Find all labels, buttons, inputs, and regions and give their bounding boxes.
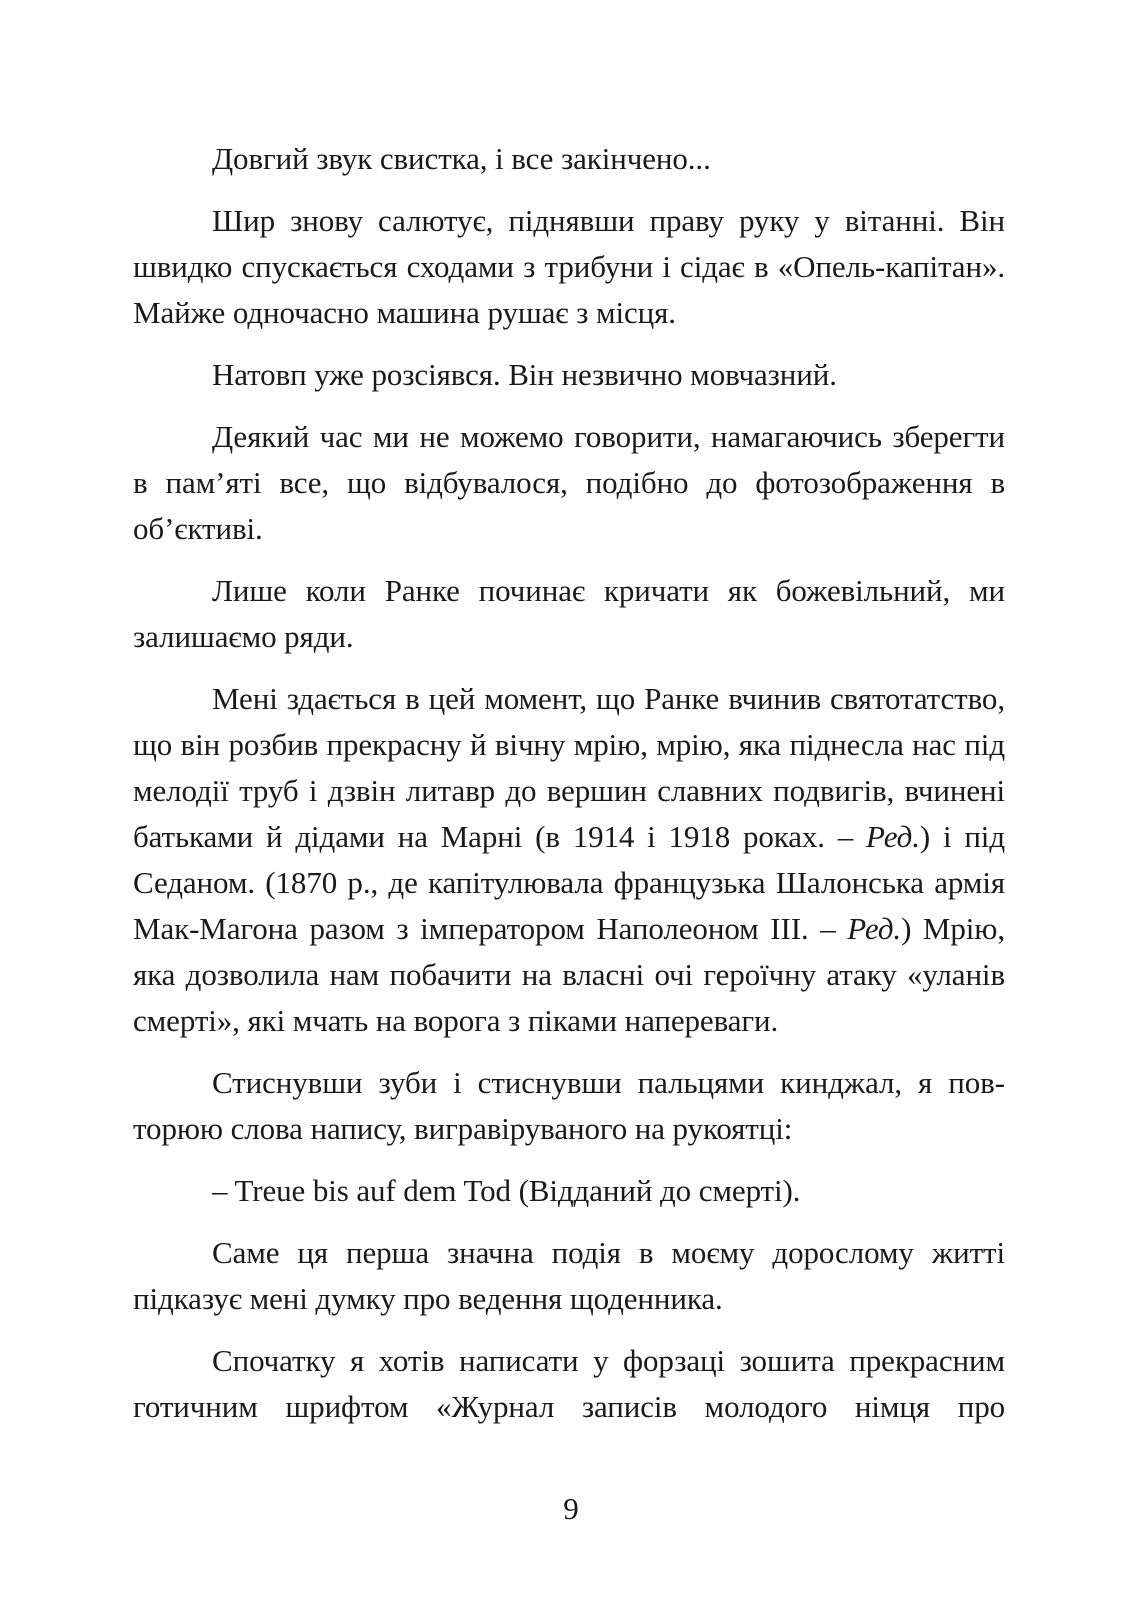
dream-text-part-1: Мені здається в цей момент, що Ранке вчинив святотатство, що він розбив прекрасну й вічну мрію, мрію, яка піднесла нас під мелодії труб і дзвін литавр до вершин славних подвигів, вчинені батьками й дідами на Марні (в 1914 і 1918 роках. –: [133, 681, 1005, 854]
paragraph-dream: [133, 676, 1005, 1044]
paragraph-shir-salutes: Шир знову салютує, піднявши праву руку у вітанні. Він швидко спускається сходами з трибуни і сідає в «Опель-капітан». Майже одночасно машина рушає з місця.: [133, 203, 1005, 330]
paragraph-ranke-shouts: Лише коли Ранке починає кричати як божевільний, ми залишаємо ряди.: [133, 573, 1005, 654]
paragraph-whistle: Довгий звук свистка, і все закінчено...: [212, 141, 711, 176]
dream-text-part-3: ) Мрію, яка дозволила нам побачити на власні очі героїчну атаку «уланів смерті», які мчать на ворога з піками напереваги.: [133, 911, 1005, 1038]
paragraph-inscription: – Treue bis auf dem Tod (Відданий до смерті).: [212, 1173, 801, 1208]
editor-note-1: Ред.: [866, 819, 920, 854]
dream-text-part-2: ) і під Седаном. (1870 р., де капітулювала французька Шалонська армія Мак-Магона разом з імператором Наполеоном ІІІ. –: [133, 819, 1005, 946]
page-number: 9: [563, 1491, 579, 1526]
paragraph-journal-title: Спочатку я хотів написати у форзаці зошита прекрасним готичним шрифтом «Журнал записів молодого німця про: [133, 1343, 1005, 1424]
paragraph-dagger: Стиснувши зуби і стиснувши пальцями кинджал, я повторюю слова напису, вигравіруваного на рукоятці:: [133, 1065, 1005, 1146]
body-text: [133, 136, 1005, 1446]
paragraph-silence: Деякий час ми не можемо говорити, намагаючись зберегти в пам’яті все, що відбувалося, подібно до фотозображення в об’єктиві.: [133, 419, 1005, 546]
paragraph-diary-idea: Саме ця перша значна подія в моєму дорослому житті підказує мені думку про ведення щоденника.: [133, 1235, 1005, 1316]
editor-note-2: Ред.: [847, 911, 902, 946]
paragraph-crowd: Натовп уже розсіявся. Він незвично мовчазний.: [212, 357, 837, 392]
